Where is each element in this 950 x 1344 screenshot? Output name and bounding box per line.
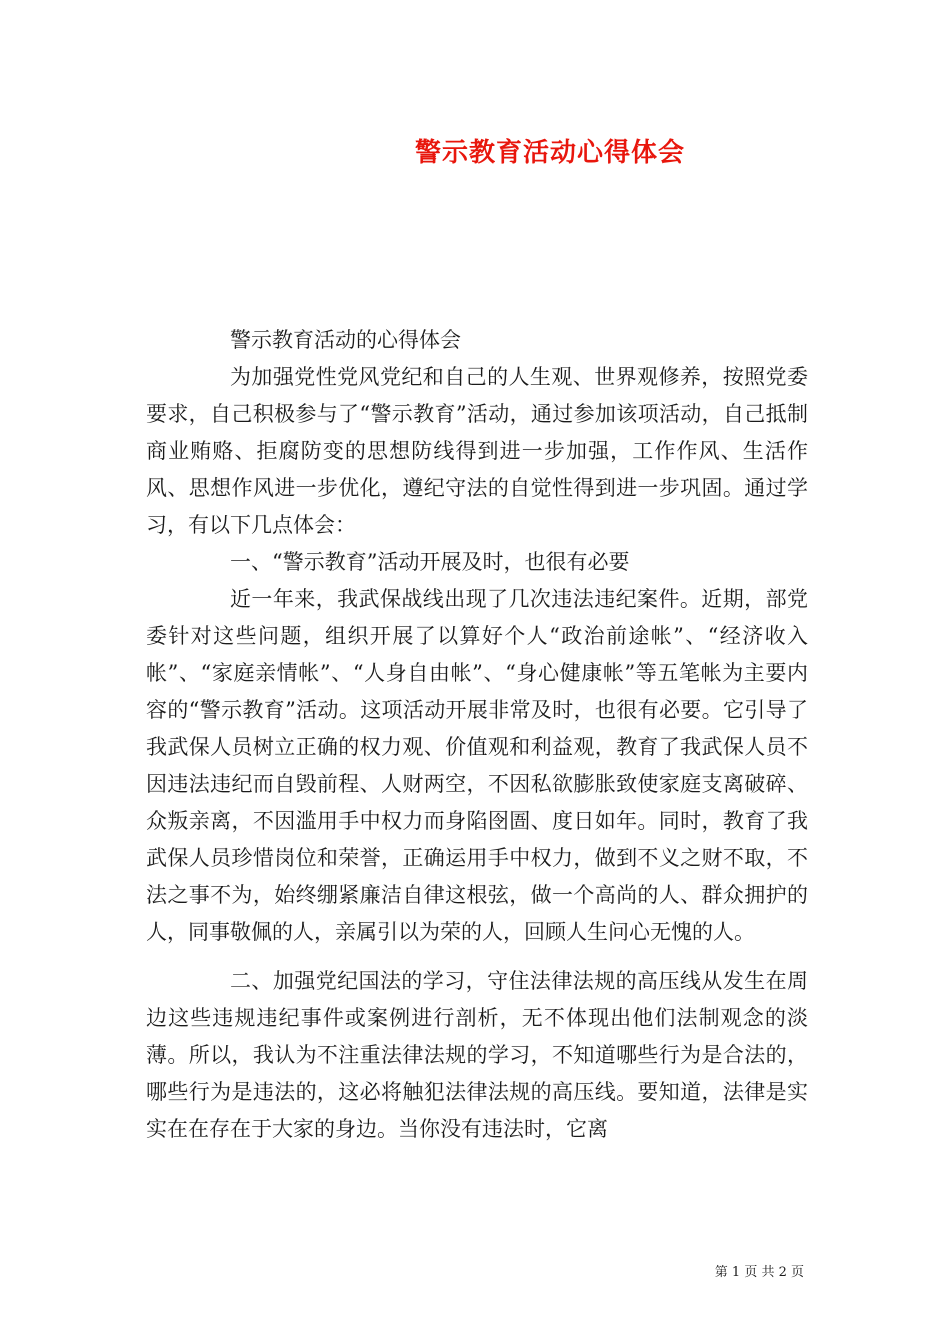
paragraph-intro: 为加强党性党风党纪和自己的人生观、世界观修养，按照党委要求，自己积极参与了“警示教育”活动，通过参加该项活动，自己抵制商业贿赂、拒腐防变的思想防线得到进一步加强，工作作风、生活作风、思想作风进一步优化，遵纪守法的自觉性得到进一步巩固。通过学习，有以下几点体会：: [146, 365, 808, 537]
document-subtitle: 警示教育活动的心得体会: [230, 328, 461, 352]
section-heading-1: 一、“警示教育”活动开展及时，也很有必要: [230, 550, 630, 574]
page-number: 第 1 页 共 2 页: [714, 1265, 804, 1280]
document-title: 警示教育活动心得体会: [414, 138, 685, 168]
paragraph-section-2: 二、加强党纪国法的学习，守住法律法规的高压线从发生在周边这些违规违纪事件或案例进行剖析，无不体现出他们法制观念的淡薄。所以，我认为不注重法律法规的学习，不知道哪些行为是合法的，哪些行为是违法的，这必将触犯法律法规的高压线。要知道，法律是实实在在存在于大家的身边。当你没有违法时，它离: [146, 969, 808, 1141]
document-body: [146, 322, 808, 1148]
paragraph-section-1: 近一年来，我武保战线出现了几次违法违纪案件。近期，部党委针对这些问题，组织开展了以算好个人“政治前途帐”、“经济收入帐”、“家庭亲情帐”、“人身自由帐”、“身心健康帐”等五笔帐为主要内容的“警示教育”活动。这项活动开展非常及时，也很有必要。它引导了我武保人员树立正确的权力观、价值观和利益观，教育了我武保人员不因违法违纪而自毁前程、人财两空，不因私欲膨胀致使家庭支离破碎、众叛亲离，不因滥用手中权力而身陷囹圄、度日如年。同时，教育了我武保人员珍惜岗位和荣誉，正确运用手中权力，做到不义之财不取，不法之事不为，始终绷紧廉洁自律这根弦，做一个高尚的人、群众拥护的人，同事敬佩的人，亲属引以为荣的人，回顾人生问心无愧的人。: [146, 587, 808, 944]
